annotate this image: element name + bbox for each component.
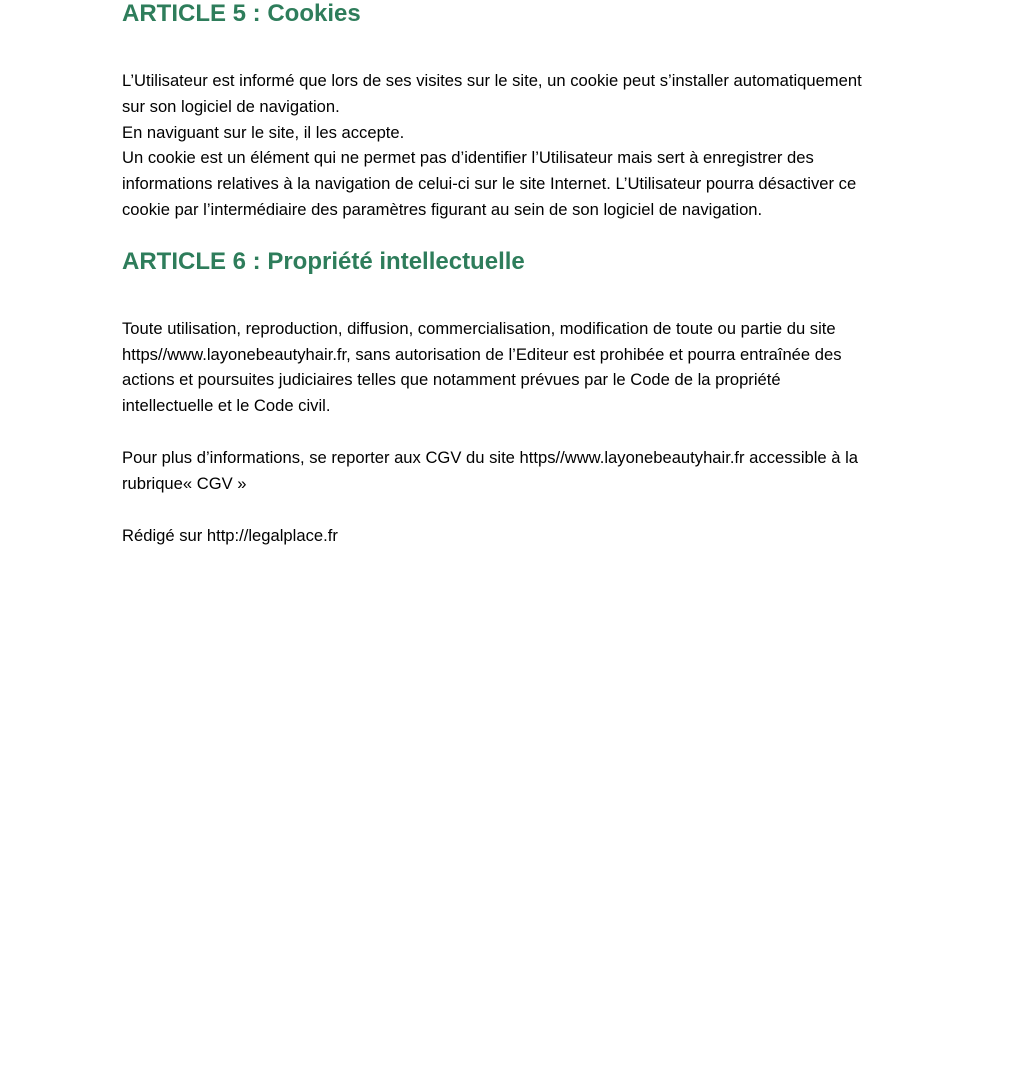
footer-note-text: Rédigé sur http://legalplace.fr <box>122 525 338 545</box>
article-6-line: rubrique« CGV » <box>122 473 247 493</box>
article-5-line: Un cookie est un élément qui ne permet pas d’identifier l’Utilisateur mais sert à enregistrer des <box>122 148 814 168</box>
spacer <box>122 497 912 523</box>
footer-note <box>122 523 912 549</box>
document-content <box>122 0 912 548</box>
article-5-heading: ARTICLE 5 : Cookies <box>122 0 361 27</box>
article-5-paragraph <box>122 68 912 223</box>
article-6-line: https//www.layonebeautyhair.fr, sans autorisation de l’Editeur est prohibée et pourra entraînée des <box>122 344 842 364</box>
article-6-line: Toute utilisation, reproduction, diffusion, commercialisation, modification de toute ou partie du site <box>122 318 836 338</box>
article-6-paragraph-1 <box>122 316 912 419</box>
spacer <box>122 419 912 445</box>
article-6-line: intellectuelle et le Code civil. <box>122 396 331 416</box>
article-6-line: actions et poursuites judiciaires telles que notamment prévues par le Code de la propriété <box>122 370 781 390</box>
article-6-line: Pour plus d’informations, se reporter aux CGV du site https//www.layonebeautyhair.fr accessible à la <box>122 447 859 467</box>
article-5-line: sur son logiciel de navigation. <box>122 96 340 116</box>
spacer <box>122 32 912 68</box>
spacer <box>122 223 912 244</box>
article-6-paragraph-2 <box>122 445 912 497</box>
article-5-line: En naviguant sur le site, il les accepte. <box>122 122 405 142</box>
article-6-heading: ARTICLE 6 : Propriété intellectuelle <box>122 247 525 275</box>
article-5-line: informations relatives à la navigation de celui-ci sur le site Internet. L’Utilisateur pourra désactiver ce <box>122 174 857 194</box>
article-5-line: cookie par l’intermédiaire des paramètres figurant au sein de son logiciel de navigation. <box>122 199 763 219</box>
article-5-line: L’Utilisateur est informé que lors de ses visites sur le site, un cookie peut s’installer automatiquement <box>122 71 862 90</box>
spacer <box>122 280 912 316</box>
